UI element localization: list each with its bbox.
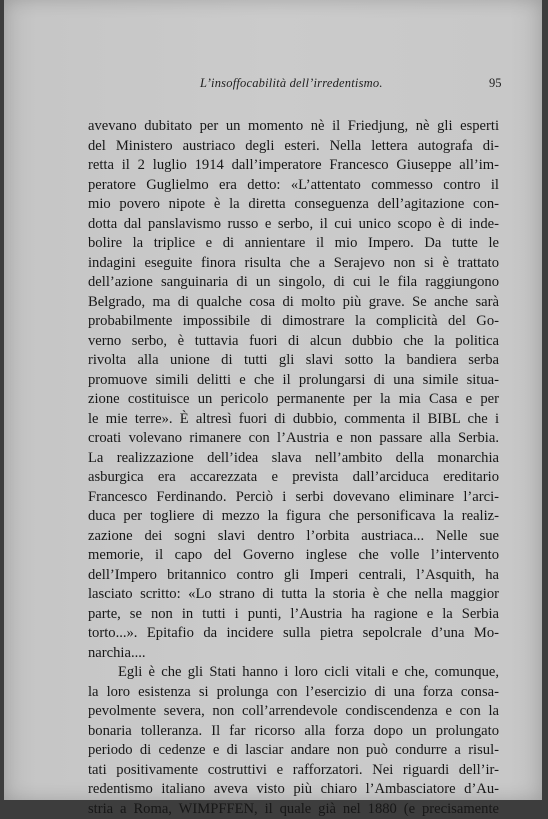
text-line: rivolta alla unione di tutti gli slavi sotto la bandiera serba [88,351,499,371]
book-page [4,0,542,800]
text-line: duca per togliere di mezzo la figura che personificava la realiz- [88,507,499,527]
text-line: probabilmente impossibile di dimostrare la complicità del Go- [88,312,499,332]
paragraph-2 [88,663,499,819]
text-line: lasciato scritto: «Lo strano di tutta la storia è che nella maggior [88,585,499,605]
text-line: dotta dal panslavismo russo e serbo, il cui unico scopo è di inde- [88,215,499,235]
text-line: stria a Roma, WIMPFFEN, il quale già nel 1880 (e precisamente [88,800,499,819]
text-line: periodo di cedenze e di lasciar andare non può condurre a risul- [88,741,499,761]
text-line: zione costituisce un pericolo permanente per la mia Casa e per [88,390,499,410]
text-line: verno serbo, è tuttavia fuori di alcun dubbio che la politica [88,332,499,352]
running-title: L’insoffocabilità dell’irredentismo. [200,76,383,91]
text-line: pevolmente severa, non coll’arrendevole condiscendenza e con la [88,702,499,722]
text-line: tati positivamente costruttivi e rafforzatori. Nei riguardi dell’ir- [88,761,499,781]
text-line: asburgica era accarezzata e prevista dall’arciduca ereditario [88,468,499,488]
text-line: dell’Impero britannico contro gli Imperi centrali, l’Asquith, ha [88,566,499,586]
text-line: bonaria tolleranza. Il far ricorso alla forza dopo un prolungato [88,722,499,742]
text-line: zazione dei sogni slavi dentro l’orbita austriaca... Nelle sue [88,527,499,547]
text-line: Egli è che gli Stati hanno i loro cicli vitali e che, comunque, [88,663,499,683]
text-line: croati volevano rimanere con l’Austria e non passare alla Serbia. [88,429,499,449]
text-line: Francesco Ferdinando. Perciò i serbi dovevano eliminare l’arci- [88,488,499,508]
text-line: la loro esistenza si prolunga con l’esercizio di una forza consa- [88,683,499,703]
text-line: le mie terre». È altresì fuori di dubbio, commenta il BIBL che i [88,410,499,430]
text-line: memorie, il capo del Governo inglese che volle l’intervento [88,546,499,566]
text-line: del Ministero austriaco degli esteri. Nella lettera autografa di- [88,137,499,157]
text-line: torto...». Epitafio da incidere sulla pietra sepolcrale d’una Mo- [88,624,499,644]
text-line: avevano dubitato per un momento nè il Friedjung, nè gli esperti [88,117,499,137]
text-line: Belgrado, ma di qualche cosa di molto più grave. Se anche sarà [88,293,499,313]
text-line: redentismo italiano aveva visto più chiaro l’Ambasciatore d’Au- [88,780,499,800]
text-line: peratore Guglielmo era detto: «L’attentato commesso contro il [88,176,499,196]
text-line: bolire la triplice e di annientare il mio Impero. Da tutte le [88,234,499,254]
text-line: retta il 2 luglio 1914 dall’imperatore Francesco Giuseppe all’im- [88,156,499,176]
text-line: dell’azione sanguinaria di un singolo, di cui le fila raggiungono [88,273,499,293]
page-number: 95 [489,76,502,91]
text-line: promuove simili delitti e che il prolungarsi di una simile situa- [88,371,499,391]
text-line: narchia.... [88,644,499,664]
text-line: parte, se non in tutti i punti, l’Austria ha ragione e la Serbia [88,605,499,625]
paragraph-1 [88,117,499,663]
body-text [88,117,499,819]
text-line: indagini eseguite finora risulta che a Serajevo non si è trattato [88,254,499,274]
running-head [4,76,542,96]
text-line: La realizzazione dell’idea slava nell’ambito della monarchia [88,449,499,469]
text-line: mio povero nipote è la diretta conseguenza dell’agitazione con- [88,195,499,215]
